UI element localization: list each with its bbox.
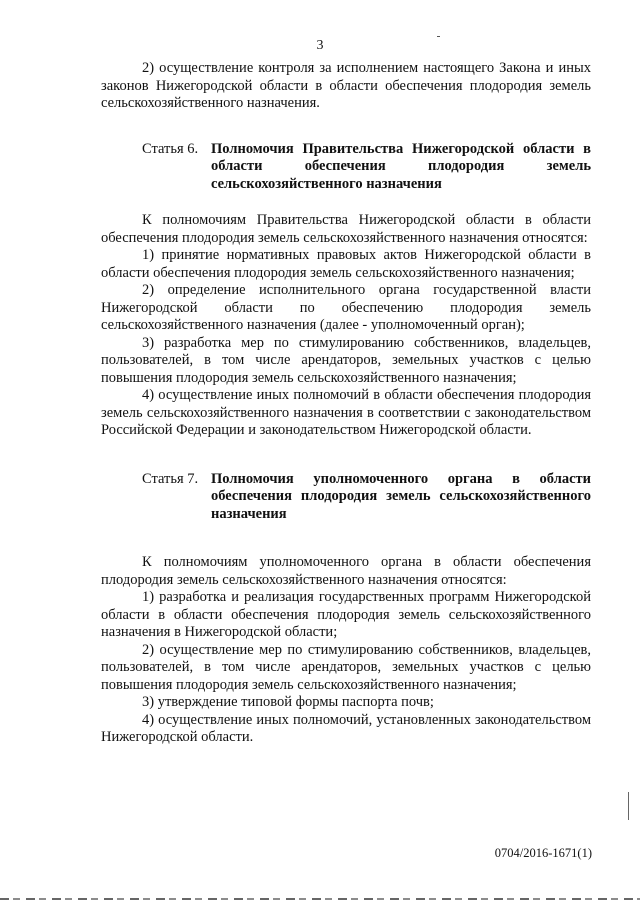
- scan-artifact-line: [0, 898, 640, 900]
- article-6-item-1: 1) принятие нормативных правовых актов Нижегородской области в области обеспечения плодородия земель сельскохозяйственного назначения;: [101, 247, 591, 281]
- article-6-title: Полномочия Правительства Нижегородской области в области обеспечения плодородия земель сельскохозяйственного назначения: [211, 140, 591, 192]
- article-7-item-3: 3) утверждение типовой формы паспорта почв;: [142, 694, 434, 710]
- article-7-item-2: 2) осуществление мер по стимулированию собственников, владельцев, пользователей, в том числе арендаторов, земельных участков с целью повышения плодородия земель сельскохозяйственного назначения;: [101, 641, 591, 693]
- article-7-title: Полномочия уполномоченного органа в области обеспечения плодородия земель сельскохозяйственного назначения: [211, 470, 591, 522]
- article-7-item-1: 1) разработка и реализация государственных программ Нижегородской области в области обеспечения плодородия земель сельскохозяйственного назначения в Нижегородской области;: [101, 589, 591, 640]
- document-body: [101, 60, 591, 747]
- article-6-lead: К полномочиям Правительства Нижегородской области в области обеспечения плодородия земель сельскохозяйственного назначения относятся:: [101, 212, 591, 246]
- article-7-item-4: 4) осуществление иных полномочий, установленных законодательством Нижегородской области.: [101, 711, 591, 745]
- intro-paragraph: 2) осуществление контроля за исполнением настоящего Закона и иных законов Нижегородской области в области обеспечения плодородия земель сельскохозяйственного назначения.: [101, 60, 591, 111]
- article-6-label: Статья 6.: [142, 140, 199, 157]
- page-number: 3: [316, 38, 324, 53]
- article-6-item-2: 2) определение исполнительного органа государственной власти Нижегородской области по обеспечению плодородия земель сельскохозяйственного назначения (далее - уполномоченный орган);: [101, 282, 591, 333]
- article-7-label: Статья 7.: [142, 470, 199, 487]
- document-code: 0704/2016-1671(1): [494, 846, 592, 860]
- article-7-lead: К полномочиям уполномоченного органа в области обеспечения плодородия земель сельскохозяйственного назначения относятся:: [101, 554, 591, 588]
- scan-speck: [437, 36, 440, 37]
- article-7-heading: [101, 471, 591, 524]
- article-6-heading: [101, 141, 591, 194]
- article-6-item-3: 3) разработка мер по стимулированию собственников, владельцев, пользователей, в том числе арендаторов, земельных участков с целью повышения плодородия земель сельскохозяйственного назначения;: [101, 334, 591, 386]
- article-6-item-4: 4) осуществление иных полномочий в области обеспечения плодородия земель сельскохозяйственного назначения в соответствии с законодательством Российской Федерации и законодательством Нижегородской области.: [101, 387, 591, 438]
- scan-edge-mark: [628, 792, 629, 820]
